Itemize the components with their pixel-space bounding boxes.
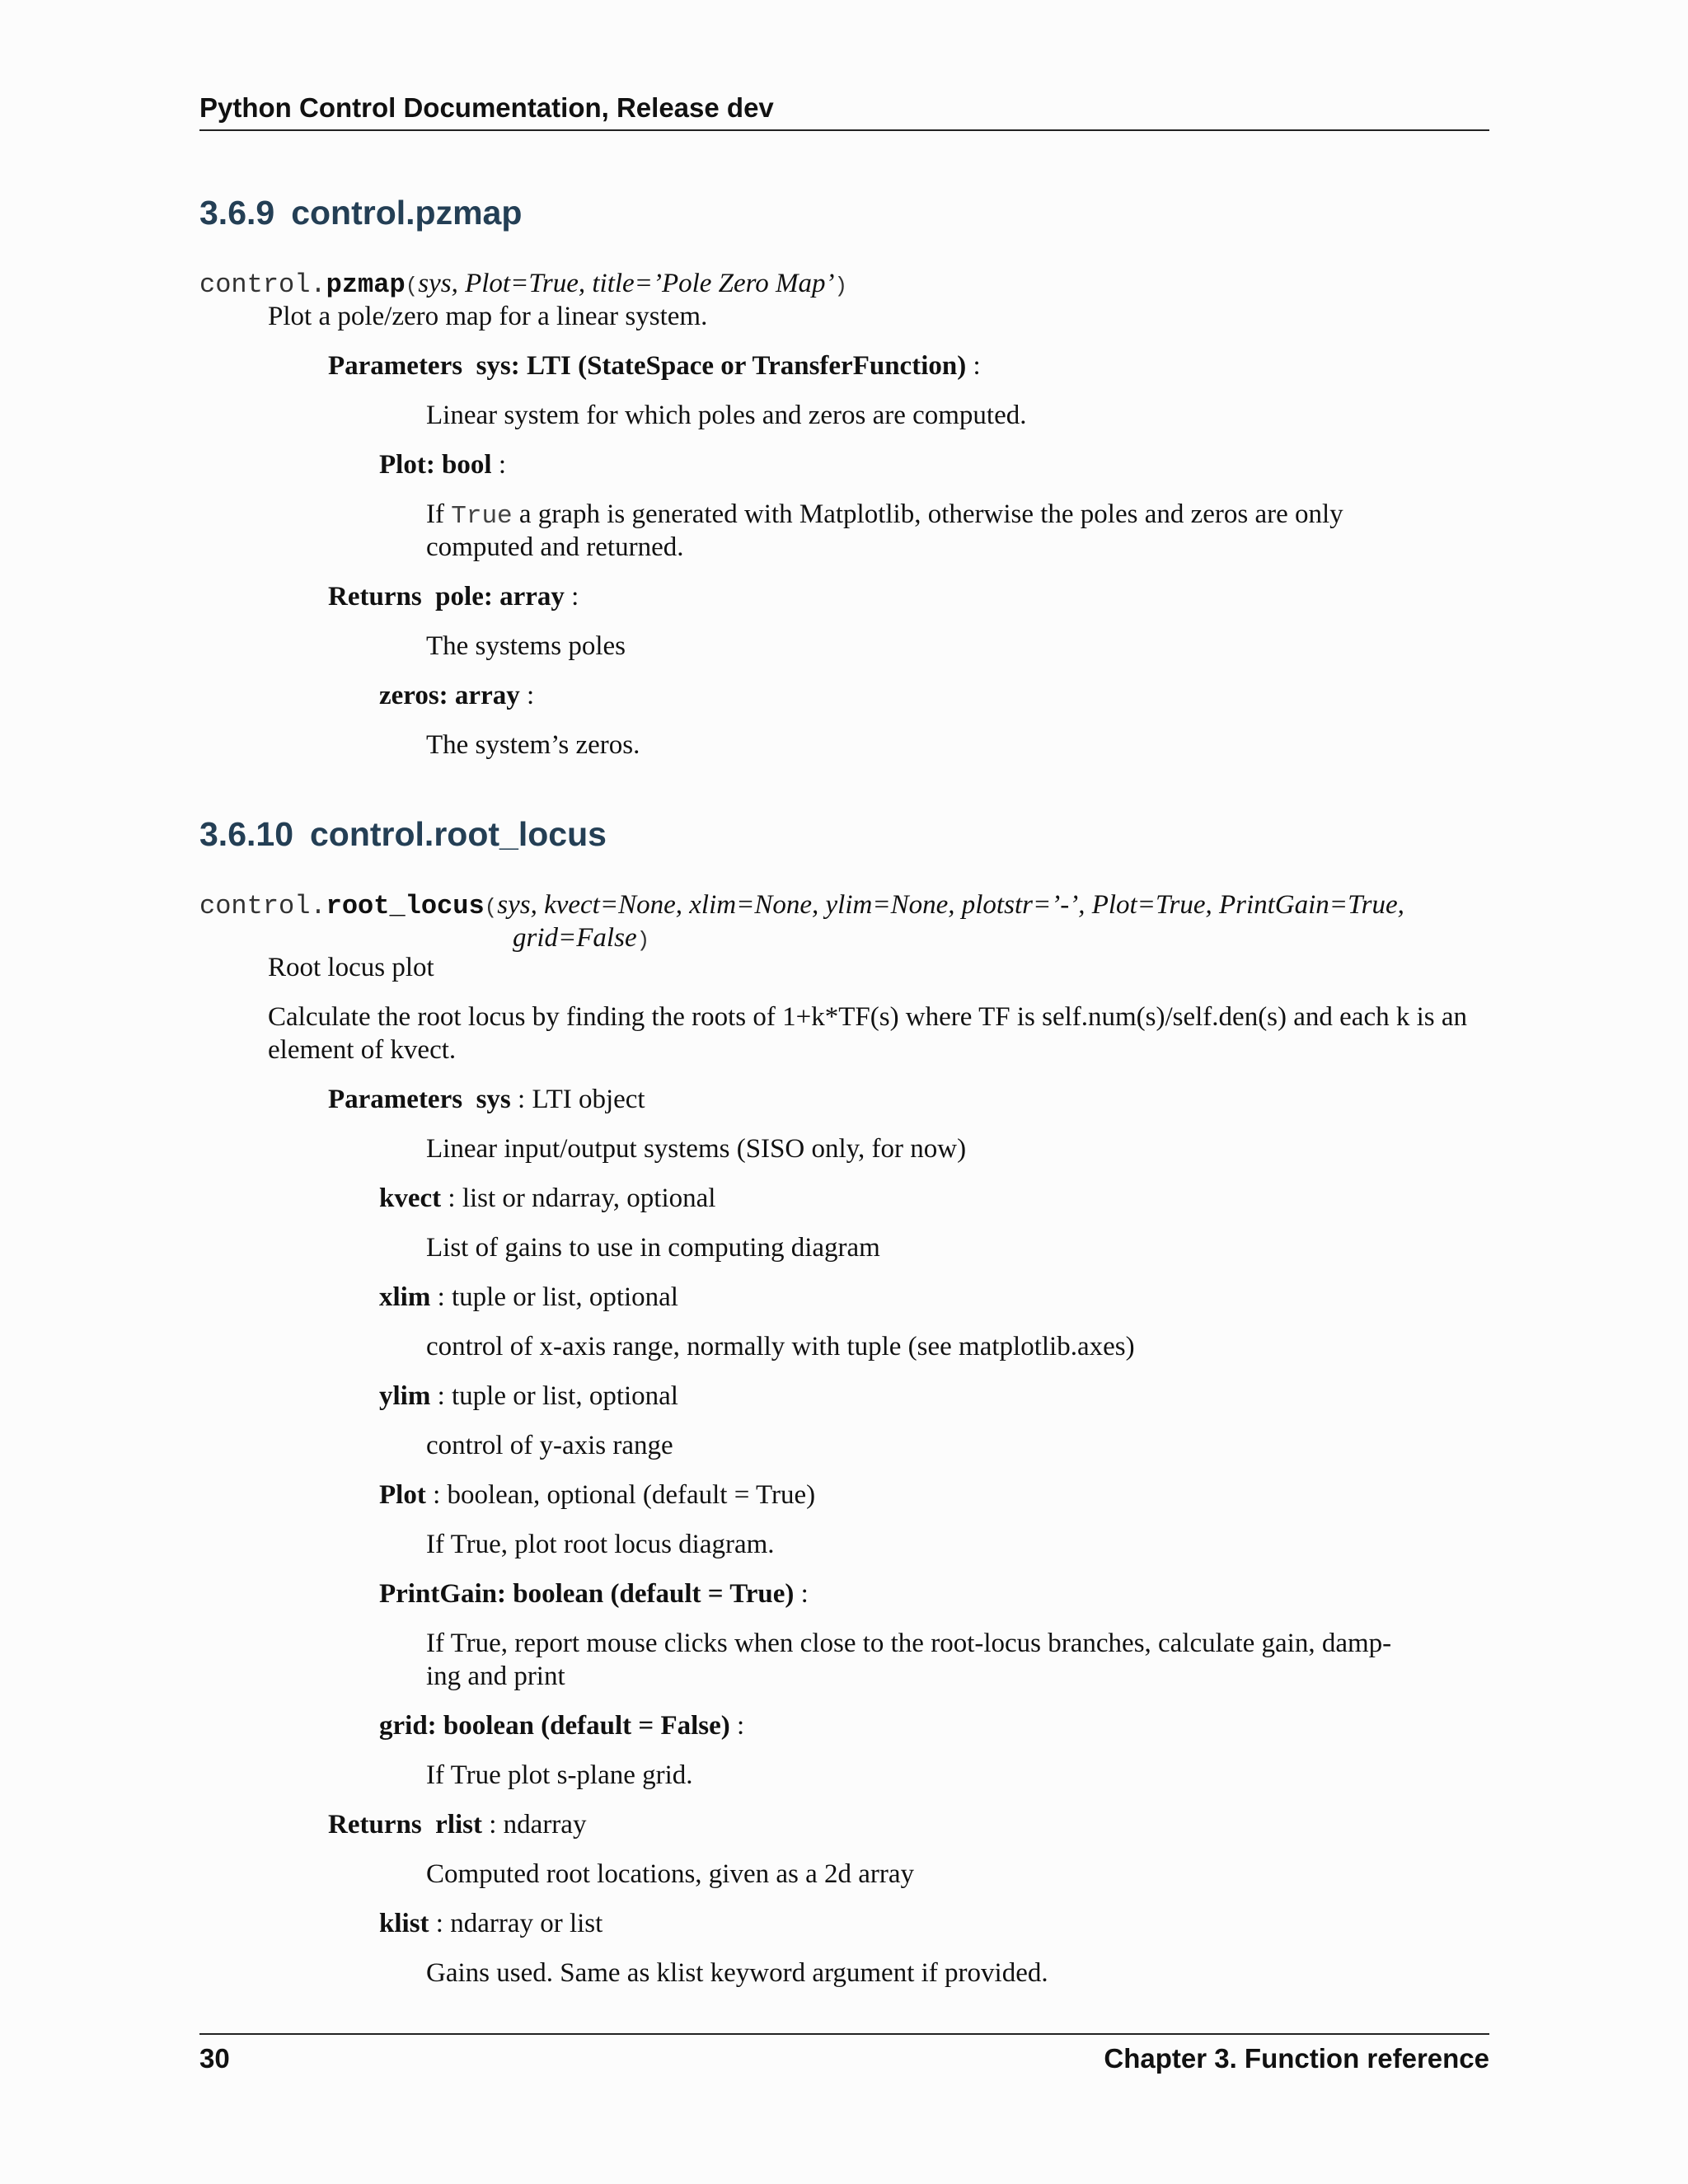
function-signature-pzmap	[199, 269, 847, 300]
param-xlim: xlim : tuple or list, optional	[379, 1282, 678, 1312]
param-ylim: ylim : tuple or list, optional	[379, 1381, 678, 1411]
param-name: Plot: bool	[379, 450, 492, 480]
pzmap-summary: Plot a pole/zero map for a linear system.	[268, 302, 708, 331]
section-number: 3.6.9	[199, 194, 275, 232]
pzmap-param-plot: Plot: bool :	[379, 450, 506, 480]
param-name: xlim	[379, 1282, 431, 1312]
return-name: zeros: array	[379, 681, 520, 710]
running-header: Python Control Documentation, Release dev	[199, 92, 774, 123]
footer-rule	[199, 2033, 1489, 2035]
header-rule	[199, 129, 1489, 131]
param-name: grid: boolean (default = False)	[379, 1711, 730, 1741]
param-name: sys: LTI (StateSpace or TransferFunction)	[476, 351, 967, 381]
root-locus-summary: Root locus plot	[268, 953, 434, 982]
inline-code: True	[451, 502, 513, 531]
sig-close-paren: )	[834, 274, 848, 298]
param-description: List of gains to use in computing diagram	[426, 1233, 880, 1263]
param-name: kvect	[379, 1183, 442, 1213]
sig-function-name: pzmap	[326, 269, 406, 300]
param-name: PrintGain: boolean (default = True)	[379, 1579, 795, 1609]
pzmap-return-pole: Returns pole: array :	[328, 582, 579, 612]
section-number: 3.6.10	[199, 815, 293, 853]
param-plot: Plot : boolean, optional (default = True)	[379, 1480, 816, 1510]
return-type: ndarray or list	[450, 1909, 603, 1938]
param-type: boolean, optional (default = True)	[447, 1480, 816, 1510]
param-type: tuple or list, optional	[452, 1282, 678, 1312]
section-heading-pzmap	[199, 194, 522, 232]
param-printgain: PrintGain: boolean (default = True) :	[379, 1579, 809, 1609]
pzmap-param-sys: Parameters sys: LTI (StateSpace or TransferFunction) :	[328, 351, 981, 381]
params-label: Parameters	[328, 1085, 463, 1114]
return-name: rlist	[435, 1810, 482, 1840]
param-type: LTI object	[532, 1085, 645, 1114]
return-description: The systems poles	[426, 631, 626, 661]
sig-open-paren: (	[484, 895, 498, 920]
param-type: list or ndarray, optional	[462, 1183, 716, 1213]
param-name: Plot	[379, 1480, 426, 1510]
param-description: control of y-axis range	[426, 1431, 673, 1460]
section-title: control.root_locus	[310, 815, 607, 853]
sig-module: control.	[199, 269, 326, 300]
param-description: Linear system for which poles and zeros are computed.	[426, 401, 1027, 430]
return-description: Gains used. Same as klist keyword argument if provided.	[426, 1958, 1048, 1988]
param-description: If True a graph is generated with Matplotlib, otherwise the poles and zeros are only	[426, 499, 1343, 531]
sig-arguments: sys, kvect=None, xlim=None, ylim=None, plotstr=’-’, Plot=True, PrintGain=True,	[497, 890, 1404, 920]
sig-arguments: grid=False	[513, 923, 637, 953]
param-description: If True, report mouse clicks when close to the root-locus branches, calculate gain, damp-	[426, 1629, 1392, 1658]
param-name: ylim	[379, 1381, 431, 1411]
return-name: pole: array	[435, 582, 565, 612]
function-signature-root-locus	[199, 890, 1404, 921]
return-klist: klist : ndarray or list	[379, 1909, 603, 1938]
return-name: klist	[379, 1909, 429, 1938]
returns-label: Returns	[328, 582, 422, 612]
param-description: Linear input/output systems (SISO only, for now)	[426, 1134, 967, 1164]
root-locus-description-cont: element of kvect.	[268, 1035, 457, 1065]
param-description: If True plot s-plane grid.	[426, 1760, 693, 1790]
page-number: 30	[199, 2043, 230, 2074]
sig-close-paren: )	[636, 928, 650, 953]
param-name: sys	[476, 1085, 511, 1114]
return-description: The system’s zeros.	[426, 730, 640, 760]
section-heading-root-locus	[199, 815, 607, 854]
sig-module: control.	[199, 891, 326, 921]
param-type: tuple or list, optional	[452, 1381, 678, 1411]
param-description-cont: ing and print	[426, 1661, 565, 1691]
function-signature-root-locus-cont	[513, 923, 649, 954]
param-grid: grid: boolean (default = False) :	[379, 1711, 745, 1741]
param-description-cont: computed and returned.	[426, 532, 684, 562]
section-title: control.pzmap	[291, 194, 523, 232]
chapter-title: Chapter 3. Function reference	[1104, 2043, 1489, 2074]
sig-function-name: root_locus	[326, 891, 485, 921]
return-type: ndarray	[503, 1810, 587, 1840]
return-rlist: Returns rlist : ndarray	[328, 1810, 587, 1840]
returns-label: Returns	[328, 1810, 422, 1840]
param-sys: Parameters sys : LTI object	[328, 1085, 645, 1114]
params-label: Parameters	[328, 351, 463, 381]
pzmap-return-zeros: zeros: array :	[379, 681, 535, 710]
param-description: If True, plot root locus diagram.	[426, 1530, 775, 1559]
sig-open-paren: (	[405, 274, 419, 298]
sig-arguments: sys, Plot=True, title=’Pole Zero Map’	[418, 269, 835, 298]
param-kvect: kvect : list or ndarray, optional	[379, 1183, 716, 1213]
root-locus-description: Calculate the root locus by finding the roots of 1+k*TF(s) where TF is self.num(s)/self.den(s) and each k is an	[268, 1002, 1468, 1032]
return-description: Computed root locations, given as a 2d array	[426, 1859, 915, 1889]
param-description: control of x-axis range, normally with tuple (see matplotlib.axes)	[426, 1332, 1135, 1361]
